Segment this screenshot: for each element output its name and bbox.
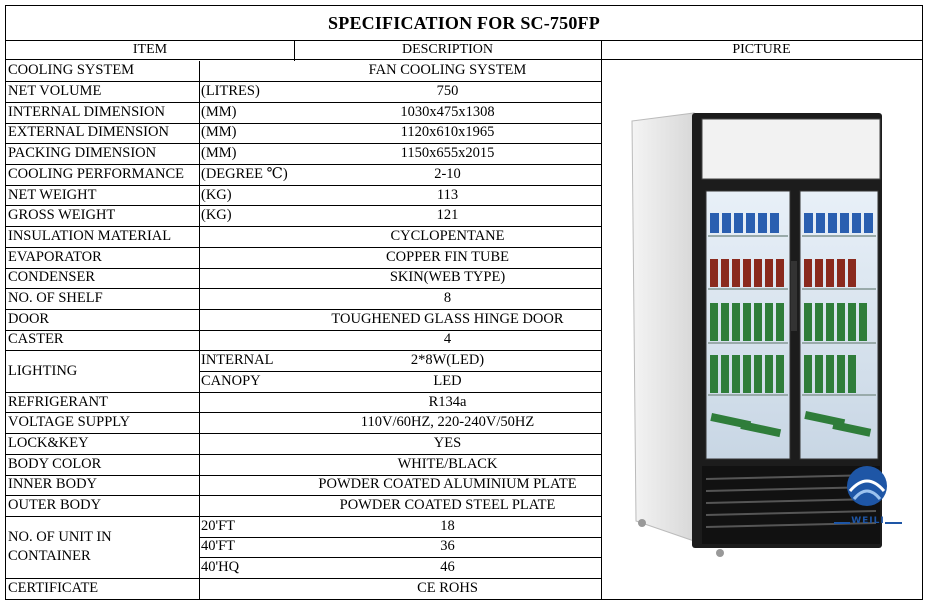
spec-value: 1150x655x2015 [400,145,495,162]
spec-item-label: INTERNAL DIMENSION [8,103,165,120]
spec-item-label: BODY COLOR [8,455,102,472]
spec-item-label: EVAPORATOR [8,248,102,265]
spec-sheet [5,5,923,600]
spec-value: WHITE/BLACK [397,455,498,472]
spec-item-label: DOOR [8,310,50,327]
spec-item-label: COOLING PERFORMANCE [8,165,185,182]
spec-unit: 20'FT [201,517,236,534]
spec-item-label: EXTERNAL DIMENSION [8,124,169,141]
spec-value: COPPER FIN TUBE [385,248,509,265]
spec-item-label: NO. OF SHELF [8,290,103,307]
spec-value: 750 [436,83,459,100]
spec-value: 113 [436,186,459,203]
spec-item-label: GROSS WEIGHT [8,207,116,224]
product-picture [602,61,922,599]
spec-unit: 40'FT [201,538,236,555]
spec-value: 1030x475x1308 [400,103,495,120]
spec-value: 1120x610x1965 [400,124,495,141]
spec-item-label: PACKING DIMENSION [8,145,157,162]
spec-value: CYCLOPENTANE [390,227,505,244]
spec-value: 36 [440,538,455,555]
header-description: DESCRIPTION [294,40,601,60]
spec-item-label: CASTER [8,331,64,348]
spec-value: 4 [443,331,452,348]
spec-value: 18 [440,517,455,534]
col-divider [199,268,200,289]
spec-value: 46 [440,559,455,576]
spec-value: YES [433,434,462,451]
row-divider [6,599,601,600]
spec-unit: (KG) [201,207,232,224]
spec-unit: (MM) [201,124,237,141]
spec-item-label: VOLTAGE SUPPLY [8,414,131,431]
col-divider [199,330,200,351]
col-divider [199,579,200,600]
spec-item-label: REFRIGERANT [8,393,108,410]
spec-unit: (DEGREE ℃) [201,165,288,182]
spec-item-label: INSULATION MATERIAL [8,227,172,244]
col-divider [199,434,200,455]
spec-item-label: LOCK&KEY [8,434,89,451]
col-divider [199,144,200,165]
spec-unit: CANOPY [201,372,261,389]
header-item: ITEM [6,40,294,60]
col-divider [199,206,200,227]
col-divider [199,165,200,186]
spec-unit: INTERNAL [201,352,274,369]
spec-value: TOUGHENED GLASS HINGE DOOR [331,310,564,327]
spec-value: R134a [428,393,467,410]
spec-value: LED [433,372,462,389]
col-divider [199,82,200,103]
spec-value: 121 [436,207,459,224]
sheet-title: SPECIFICATION FOR SC-750FP [6,6,922,41]
col-divider [199,392,200,413]
col-divider [199,123,200,144]
col-divider [199,185,200,206]
col-divider [294,40,295,61]
col-divider [199,496,200,517]
spec-unit: (MM) [201,103,237,120]
header-picture: PICTURE [601,40,922,60]
spec-unit: 40'HQ [201,559,240,576]
spec-value: 110V/60HZ, 220-240V/50HZ [360,414,535,431]
spec-item-label: CERTIFICATE [8,579,99,596]
spec-value: 2-10 [434,165,461,182]
col-divider [199,454,200,475]
spec-value: POWDER COATED ALUMINIUM PLATE [318,476,577,493]
col-divider [199,289,200,310]
logo-text: WEILI [851,516,885,526]
spec-value: POWDER COATED STEEL PLATE [339,497,556,514]
col-divider [199,475,200,496]
spec-item-label: CONDENSER [8,269,96,286]
col-divider [199,102,200,123]
spec-item-label: NO. OF UNIT IN CONTAINER [8,529,112,565]
spec-value: FAN COOLING SYSTEM [368,62,527,79]
spec-unit: (LITRES) [201,83,260,100]
spec-value: SKIN(WEB TYPE) [389,269,506,286]
spec-value: 8 [443,290,452,307]
spec-value: CE ROHS [417,579,478,596]
spec-value: 2*8W(LED) [410,352,485,369]
spec-item-label: NET WEIGHT [8,186,97,203]
spec-item-label: COOLING SYSTEM [8,62,135,79]
col-divider [199,309,200,330]
spec-item-label: NET VOLUME [8,83,102,100]
spec-item-label: OUTER BODY [8,497,102,514]
spec-unit: (KG) [201,186,232,203]
col-divider [199,227,200,248]
spec-unit: (MM) [201,145,237,162]
col-divider [199,413,200,434]
col-divider [199,61,200,82]
col-divider [199,247,200,268]
spec-item-label: LIGHTING [8,362,78,379]
spec-item-label: INNER BODY [8,476,98,493]
